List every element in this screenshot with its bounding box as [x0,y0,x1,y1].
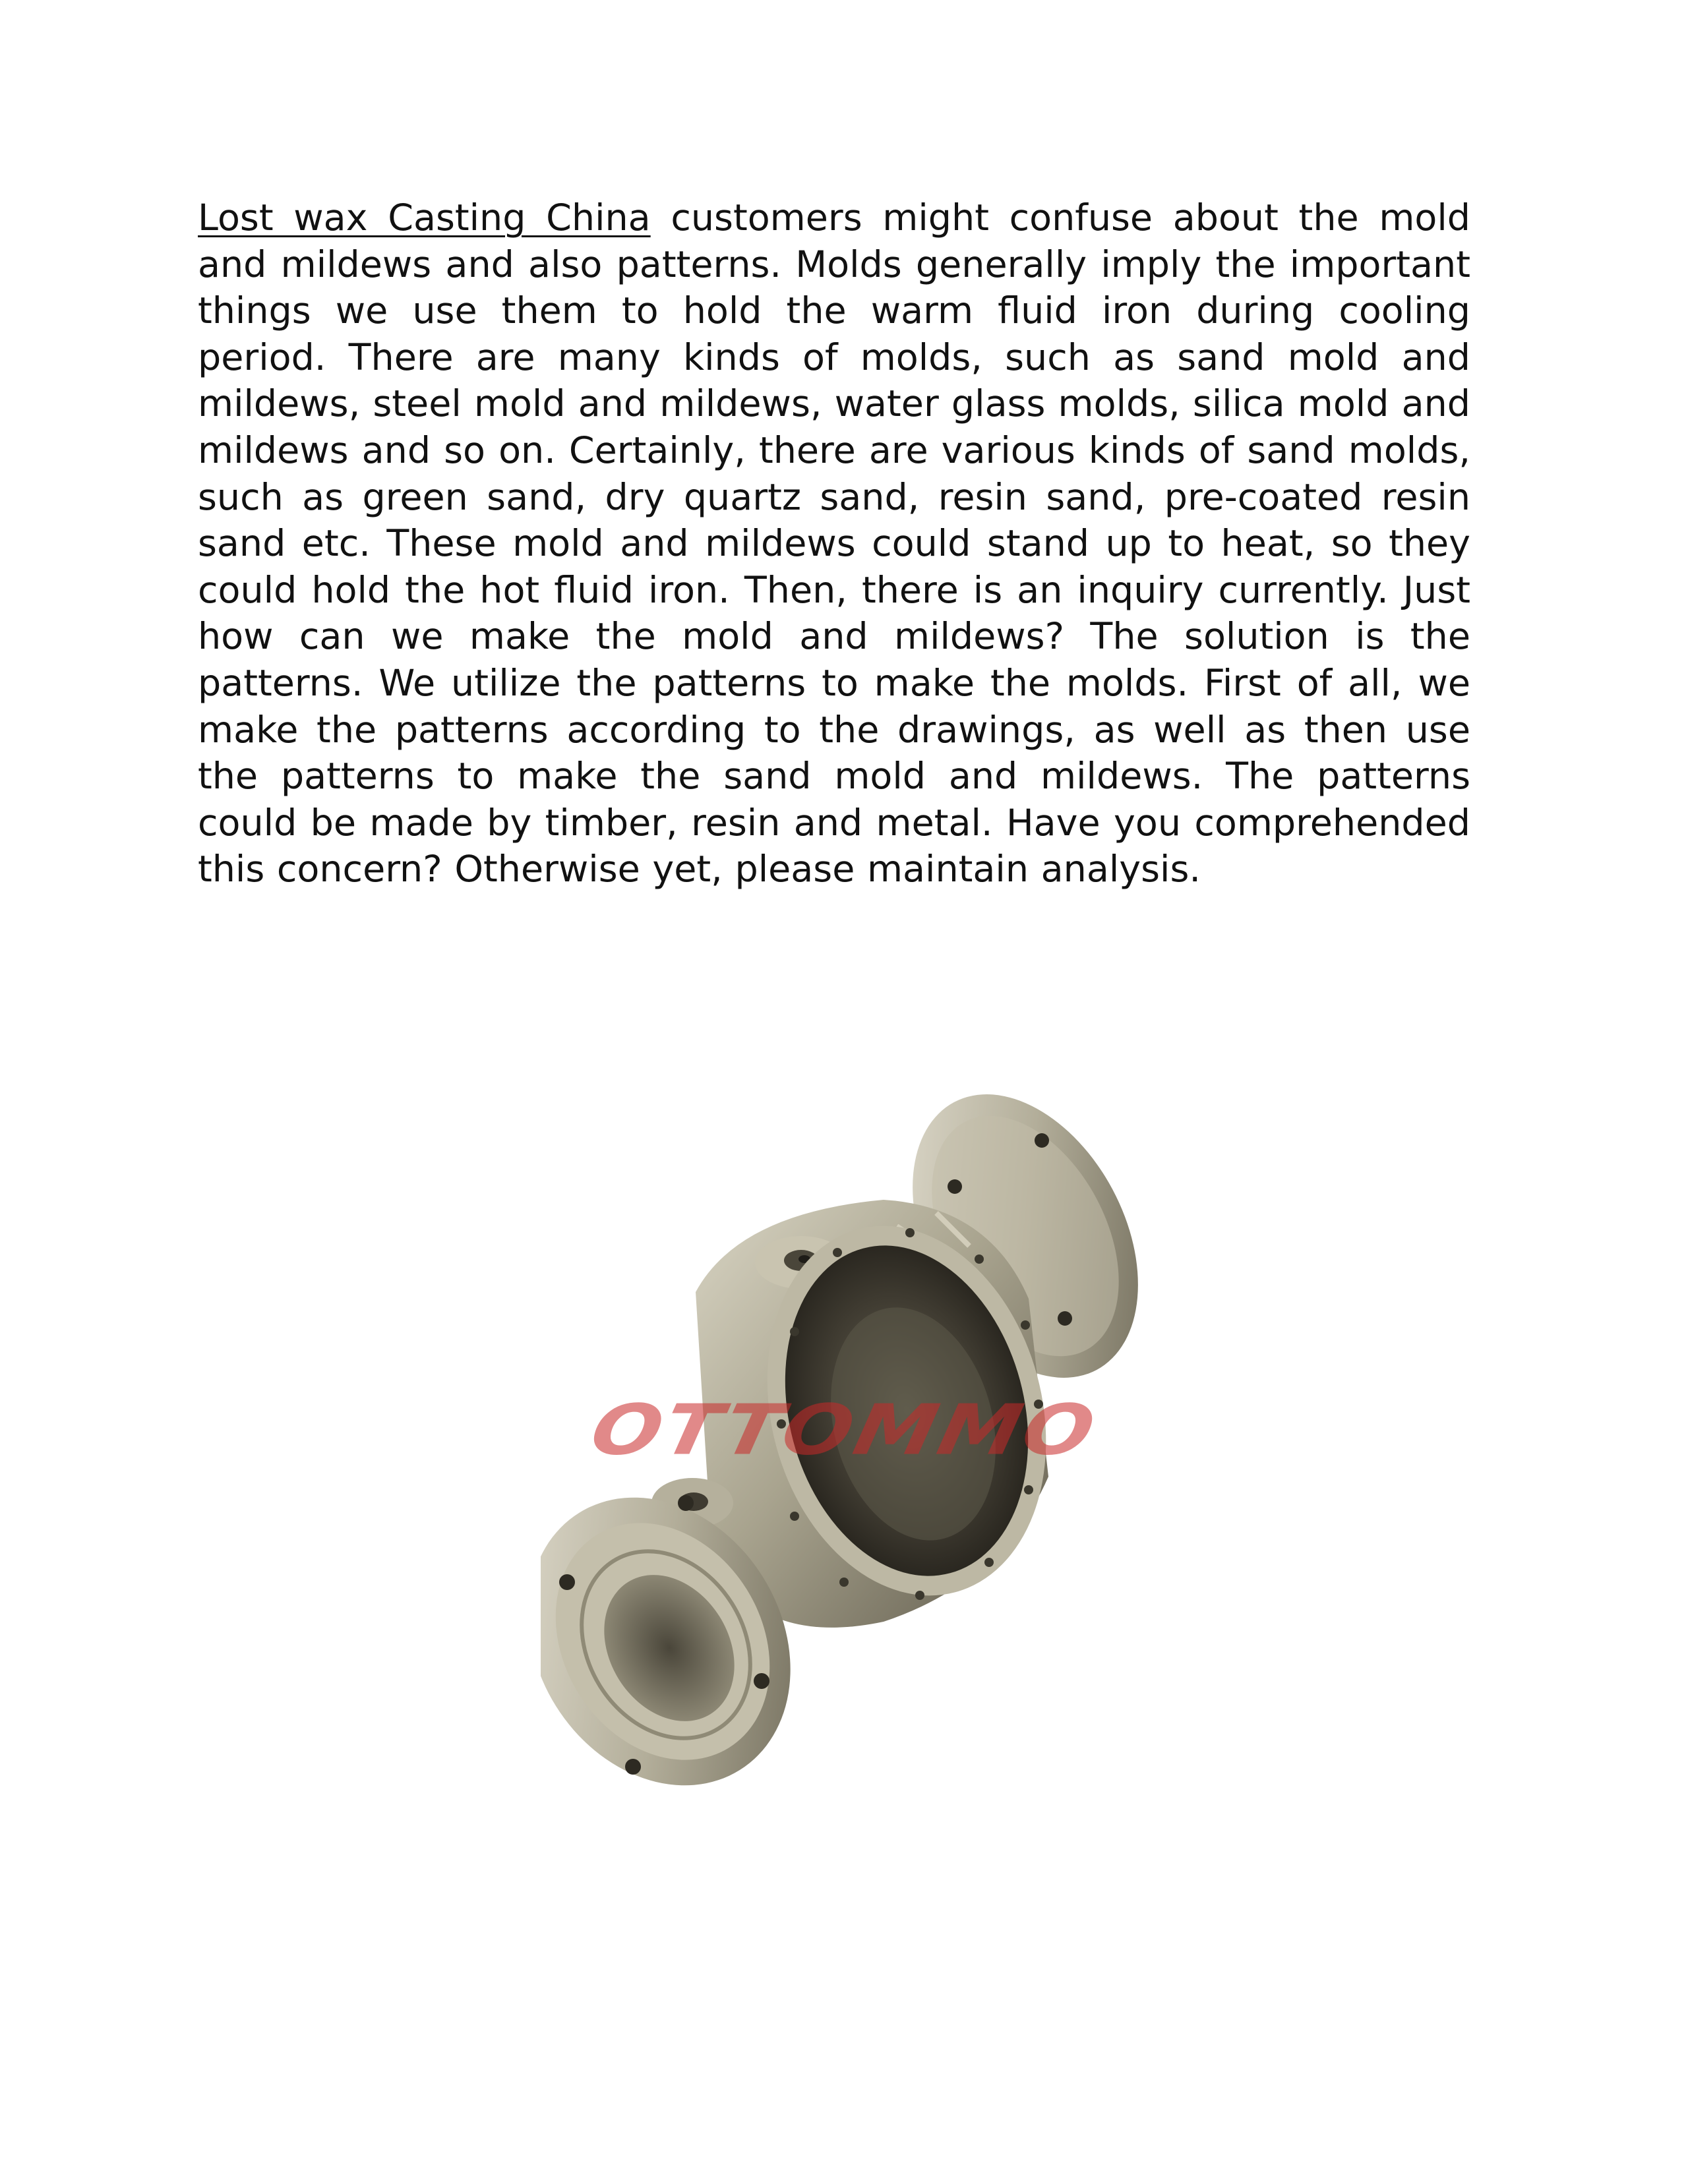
article-paragraph [198,195,1470,893]
lost-wax-casting-link[interactable]: Lost wax Casting China [198,196,651,239]
article-body-text: customers might confuse about the mold and mildews and also patterns. Molds generally imply the important things we use them to hold the warm fluid iron during cooling period. There are many kinds of molds, such as sand mold and mildews, steel mold and mildews, water glass molds, silica mold and mildews and so on. Certainly, there are various kinds of sand molds, such as green sand, dry quartz sand, resin sand, pre-coated resin sand etc. These mold and mildews could stand up to heat, so they could hold the hot fluid iron. Then, there is an inquiry currently. Just how can we make the mold and mildews? The solution is the patterns. We utilize the patterns to make the molds. First of all, we make the patterns according to the drawings, as well as then use the patterns to make the sand mold and mildews. The patterns could be made by timber, resin and metal. Have you comprehended this concern? Otherwise yet, please maintain analysis. [198,196,1470,891]
image-watermark: OTTOMMO [584,1390,1104,1471]
